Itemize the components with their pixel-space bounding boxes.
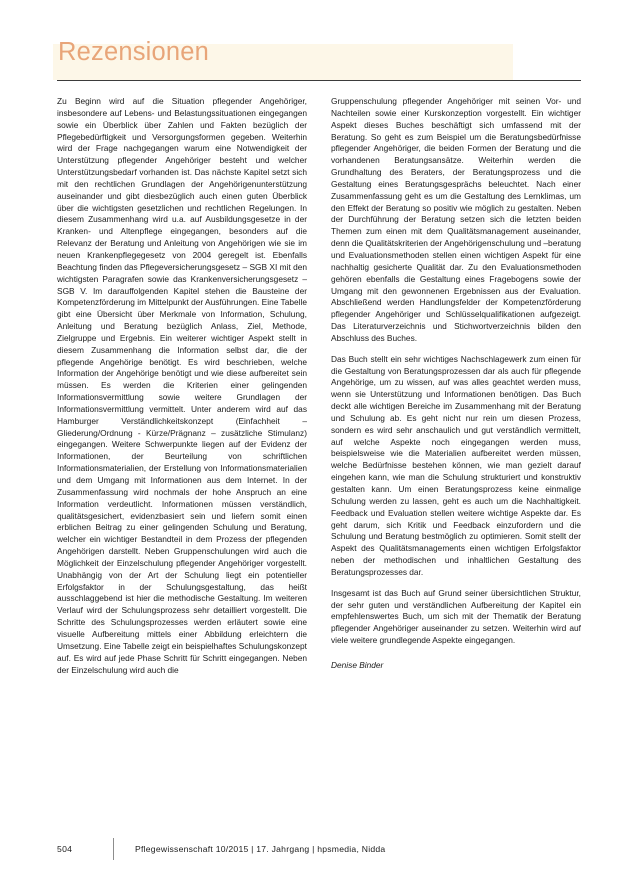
page-footer	[57, 838, 581, 860]
page-title: Rezensionen	[58, 38, 210, 66]
author-signature: Denise Binder	[331, 659, 384, 670]
paragraph: Zu Beginn wird auf die Situation pflegender Angehöriger, insbesondere auf Lebens- und Belastungssituationen eingegangen sowie ein Überblick über Zahlen und Fakten bezüglich der Pflegebedürftigkeit und Versorgungsformen gegeben. Weiterhin wird der Frage nachgegangen warum eine Notwendigkeit der Unterstützung pflegender Angehöriger besteht und welcher Unterstützungsbedarf vorhanden ist. Das nächste Kapitel setzt sich mit den rechtlichen Grundlagen der Angehörigenunterstützung auseinander und gibt diesbezüglich auch einen guten Überblick über die wichtigsten gesetzlichen und rechtlichen Regelungen. In diesem Zusammenhang wird u.a. auf Ausbildungsgesetze in der Kranken- und Altenpflege eingegangen, besonders auf die Relevanz der Beratung und Anleitung von Angehörigen wie sie im neuen Krankenpflegegesetz von 2004 geregelt ist. Ebenfalls Beachtung finden das Pflegeversicherungsgesetz – SGB XI mit den wichtigsten Paragrafen sowie das Krankenversicherungsgesetz – SGB V. Im darauffolgenden Kapitel stehen die Bausteine der Kompetenzförderung im Mittelpunkt der Ausführungen. Eine Tabelle gibt eine Übersicht über Merkmale von Information, Schulung, Anleitung und Beratung bezüglich Anlass, Ziel, Methode, Zielgruppe und Ergebnis. Ein weiterer wichtiger Aspekt stellt in diesem Zusammenhang die Information selbst dar, die der pflegende Angehörige benötigt. Es wird beschrieben, welche Information der Angehörige benötigt und wie diese aufbereitet sein müssen. Es werden die Kriterien einer gelingenden Informationsvermittlung sowie weitere Grundlagen der Informationsvermittlung vermittelt. Unter anderem wird auf das Hamburger Verständlichkeitskonzept (Einfachheit – Gliederung/Ordnung - Kürze/Prägnanz – zusätzliche Stimulanz) eingegangen. Weitere Schwerpunkte liegen auf der Evidenz der Informationen, der Beurteilung von schriftlichen Informationsmaterialien, der Erstellung von Informationsmaterialien und dem Umgang mit Informationen aus dem Internet. In der Zusammenfassung wird nochmals der hohe Anspruch an eine Information verdeutlicht. Informationen müssen verständlich, qualitätsgesichert, evidenzbasiert sein und liefern somit einen erblichen Beitrag zu einer gelingenden Schulung und Beratung, welcher ein wichtiger Bestandteil in dem Prozess der pflegenden Angehörigen darstellt. Neben Gruppenschulungen wird auch die Möglichkeit der Einzelschulung pflegender Angehöriger vorgestellt. Unabhängig von der Art der Schulung liegt ein potentieller Erfolgsfaktor in der Schulungsgestaltung, das heißt ausschlaggebend ist hier die methodische Gestaltung. Im weiteren Verlauf wird der Schulungsprozess sehr detailliert vorgestellt. Die Schritte des Schulungsprozesses werden erläutert sowie eine visuelle Aufbereitung mittels einer Abbildung erleichtern die Umsetzung. Eine Tabelle zeigt ein beispielhaftes Schulungskonzept auf. Es wird auf jede Phase Schritt für Schritt eingegangen. Neben der Einzelschulung wird auch die	[57, 96, 307, 675]
page-header	[57, 38, 581, 66]
article-body	[57, 96, 581, 812]
paragraph: Das Buch stellt ein sehr wichtiges Nachschlagewerk zum einen für die Gestaltung von Beratungsprozessen dar als auch für pflegende Angehörige, um zu wissen, auf was alles geachtet werden muss, wenn sie Unterstützung und Informationen benötigen. Das Buch deckt alle wichtigen Bereiche im Zusammenhang mit der Beratung und Schulung ab. Es geht nicht nur rein um diesen Prozess, sondern es wird sehr anschaulich und gut verständlich vermittelt, auf welche Aspekte noch eingegangen werden muss, beispielsweise wie die Materialien aufbereitet werden müssen, welche Bedürfnisse bestehen können, wie man gezielt darauf eingehen kann, wie man die Schulung strukturiert und konstruktiv gestalten kann. Um einen Beratungsprozess keine einmalige Schulung werden zu lassen, geht es auch um die Nachhaltigkeit. Feedback und Evaluation stellen weitere wichtige Aspekte dar. Es geht darum, sich Kritik und Feedback einzufordern und die Schulung und Beratung bestmöglich zu optimieren. Somit stellt der Aspekt des Qualitätsmanagements einen wichtigen Erfolgsfaktor neben der methodischen und inhaltlichen Gestaltung des Beratungsprozesses dar.	[331, 353, 581, 577]
page-number: 504	[57, 844, 73, 854]
paragraph: Gruppenschulung pflegender Angehöriger mit seinen Vor- und Nachteilen sowie einer Kurskonzeption vorgestellt. Ein wichtiger Aspekt dieses Buches beschäftigt sich umfassend mit der Beratung. So geht es zum Beispiel um die Beratungsbedürfnisse pflegender Angehöriger, die beiden Formen der Beratung und die vorhandenen Beratungsansätze. Weiterhin werden die Grundhaltung des Beraters, der Beratungsprozess und die Gestaltung eines Beratungsgesprächs beleuchtet. Nach einer Zusammenfassung geht es um die Gestaltung des Lernklimas, um den Effekt der Beratung so positiv wie möglich zu gestalten. Neben der Durchführung der Beratung setzen sich die letzten beiden Themen zum einen mit dem Qualitätsmanagement auseinander, denn die Qualitätskriterien der Angehörigenschulung und –beratung und Evaluationsmethoden stellen einen wichtigen Aspekt für eine nachhaltig gesicherte Qualität dar. Zu den Evaluationsmethoden gehören ebenfalls die Gestaltung eines Fragebogens sowie der Umgang mit den gewonnenen Ergebnissen aus der Evaluation. Abschließend werden Handlungsfelder der Kompetenzförderung pflegender Angehöriger und Schlüsselqualifikationen aufgezeigt. Das Literaturverzeichnis und Stichwortverzeichnis bilden den Abschluss des Buches.	[331, 96, 581, 343]
column-right	[331, 96, 581, 681]
paragraph: Insgesamt ist das Buch auf Grund seiner übersichtlichen Struktur, der sehr guten und verständlichen Aufbereitung der Kapitel ein empfehlenswertes Buch, um sich mit der Thematik der Beratung pflegender Angehöriger auseinander zu setzen. Weiterhin wird auf viele weitere grundlegende Aspekte eingegangen.	[331, 587, 581, 646]
journal-info: Pflegewissenschaft 10/2015 | 17. Jahrgang | hpsmedia, Nidda	[135, 844, 386, 854]
title-divider-rule	[57, 80, 581, 81]
column-left	[57, 96, 307, 685]
footer-divider	[113, 838, 114, 860]
